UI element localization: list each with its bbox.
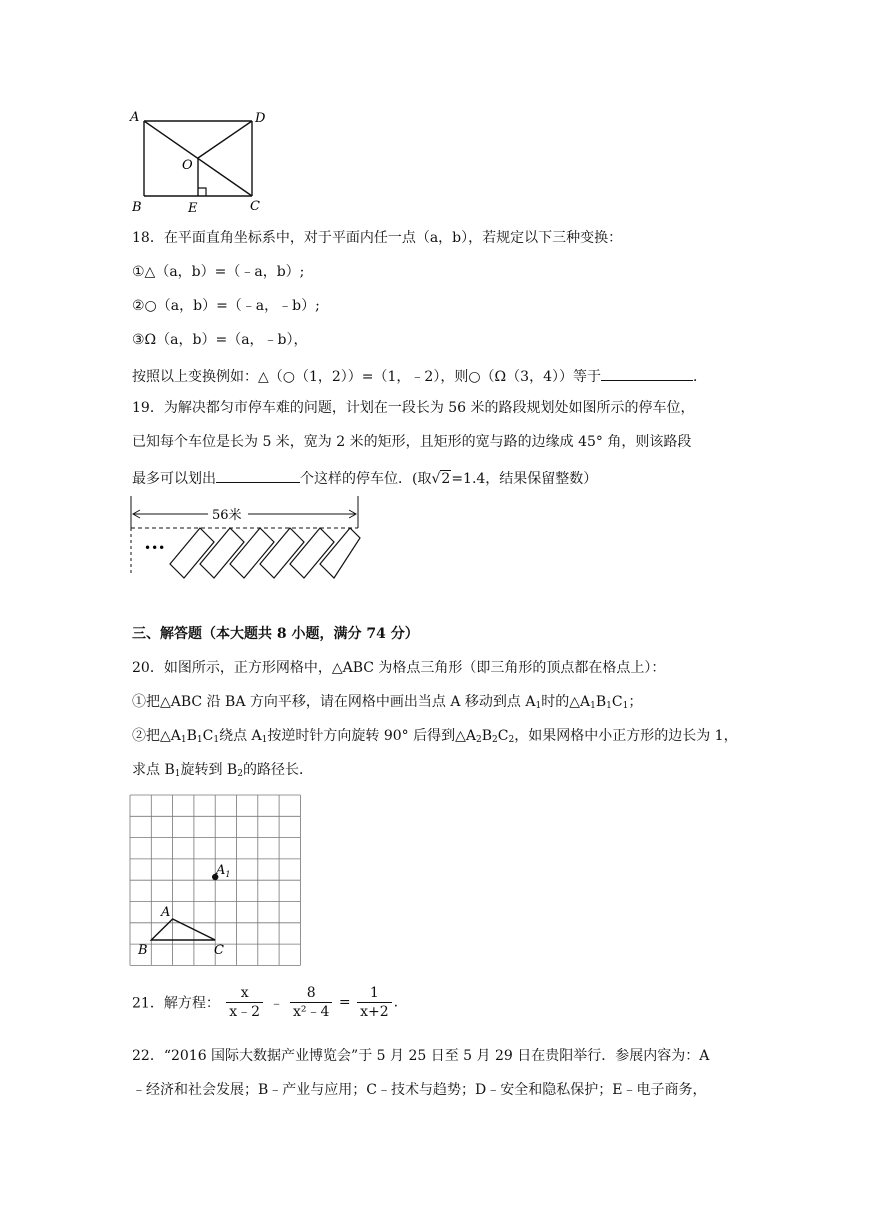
rectangle-figure [128, 106, 268, 216]
q20-text: ①把△ABC 沿 BA 方向平移，请在网格中画出当点 A 移动到点 A [132, 694, 536, 710]
label-c: C [214, 943, 224, 958]
sqrt-value: 2 [441, 471, 451, 487]
q20-sub: 2 [508, 735, 515, 745]
label-A: A [130, 110, 140, 125]
parking-spaces [170, 528, 360, 578]
q21-line [132, 984, 398, 1021]
q20-text: ②把△A [132, 728, 181, 744]
q20-sub: 2 [237, 769, 243, 779]
q20-text: 绕点 A [219, 728, 262, 744]
road-length-label: 56米 [212, 508, 242, 523]
q20-sub: 1 [213, 735, 220, 745]
q20-text: C [611, 694, 623, 710]
q19-line-3 [132, 466, 597, 489]
q20-text: 求点 B [132, 762, 175, 778]
sqrt-symbol: √2 [431, 471, 451, 487]
label-a: A [161, 905, 171, 920]
q18-rule-2: ②○（a，b）=（﹣a，﹣b）; [132, 298, 320, 314]
q18-rule-3: ③Ω（a，b）=（a，﹣b）， [132, 332, 308, 348]
q19-line-3a: 最多可以划出 [132, 471, 216, 487]
q18-end: ． [692, 369, 707, 385]
numerator: 8 [290, 984, 332, 1003]
label-b: B [138, 943, 148, 958]
q20-text: ，如果网格中小正方形的边长为 1， [514, 728, 738, 744]
fraction-2 [290, 984, 332, 1021]
q20-sub: 2 [492, 735, 498, 745]
q19-line-2: 已知每个车位是长为 5 米，宽为 2 米的矩形，且矩形的宽与路的边缘成 45° 角，则该路段 [132, 434, 692, 450]
q20-line-2 [132, 692, 642, 716]
q19-line-3c: =1.4，结果保留整数） [451, 471, 598, 487]
q20-sub: 1 [261, 735, 268, 745]
q20-text: B [595, 694, 607, 710]
q22-line-1: 22．“2016 国际大数据产业博览会”于 5 月 25 日至 5 月 29 日在贵阳举行．参展内容为：A [132, 1048, 710, 1064]
grid-figure [130, 795, 300, 965]
fraction-3 [357, 984, 392, 1021]
label-C: C [250, 199, 260, 214]
q20-line-3 [132, 726, 738, 750]
q20-text: B [481, 728, 493, 744]
period: . [393, 994, 399, 1011]
q20-sub: 1 [180, 735, 187, 745]
label-O: O [182, 158, 193, 173]
q20-text: 按逆时针方向旋转 90° 后得到△A [267, 728, 476, 744]
q18-example-text: 按照以上变换例如：△（○（1，2））=（1，﹣2），则○（Ω（3，4））等于 [132, 369, 601, 385]
denominator: x+2 [360, 1004, 389, 1020]
parking-figure [128, 494, 368, 594]
q20-sub: 1 [196, 735, 203, 745]
q20-text: C [497, 728, 509, 744]
numerator: 1 [357, 984, 392, 1003]
q18-rule-1: ①△（a，b）=（﹣a，b）; [132, 264, 305, 280]
denominator: x²﹣4 [293, 1004, 330, 1020]
q20-sub: 1 [535, 701, 542, 711]
q21-label: 21．解方程： [132, 995, 220, 1012]
fraction-1 [226, 984, 263, 1021]
label-a1: $A_1$ [216, 863, 231, 879]
q20-sub: 1 [590, 701, 596, 711]
minus-sign: ﹣ [269, 995, 284, 1012]
q20-text: C [202, 728, 214, 744]
section-heading: 三、解答题（本大题共 8 小题，满分 74 分） [132, 626, 419, 642]
q18-intro: 18．在平面直角坐标系中，对于平面内任一点（a，b），若规定以下三种变换： [132, 230, 623, 246]
q20-text: 时的△A [541, 694, 591, 710]
q18-answer-blank[interactable] [601, 364, 693, 381]
q18-example [132, 364, 707, 387]
numerator: x [226, 984, 263, 1003]
q20-text: 的路径长． [242, 762, 313, 778]
q20-text: 旋转到 B [180, 762, 238, 778]
ellipsis-dots: ••• [144, 541, 166, 555]
q20-text: B [186, 728, 197, 744]
triangle-abc [151, 919, 215, 940]
q20-text: ； [628, 694, 643, 710]
q19-answer-blank[interactable] [216, 466, 300, 483]
q20-sub: 1 [622, 701, 629, 711]
q20-line-4 [132, 760, 313, 784]
label-E: E [188, 201, 198, 216]
q20-sub: 1 [606, 701, 612, 711]
q22-line-2: ﹣经济和社会发展；B﹣产业与应用；C﹣技术与趋势；D﹣安全和隐私保护；E﹣电子商务， [132, 1082, 707, 1098]
q20-line-1: 20．如图所示，正方形网格中，△ABC 为格点三角形（即三角形的顶点都在格点上）： [132, 660, 666, 676]
q20-sub: 2 [476, 735, 482, 745]
q20-sub: 1 [174, 769, 181, 779]
denominator: x﹣2 [229, 1004, 261, 1020]
q19-line-1: 19．为解决都匀市停车难的问题，计划在一段长为 56 米的路段规划处如图所示的停车位， [132, 400, 695, 416]
label-D: D [255, 111, 266, 126]
equals-sign: = [338, 994, 351, 1011]
q19-line-3b: 个这样的停车位．(取 [300, 471, 432, 487]
label-B: B [132, 200, 142, 215]
